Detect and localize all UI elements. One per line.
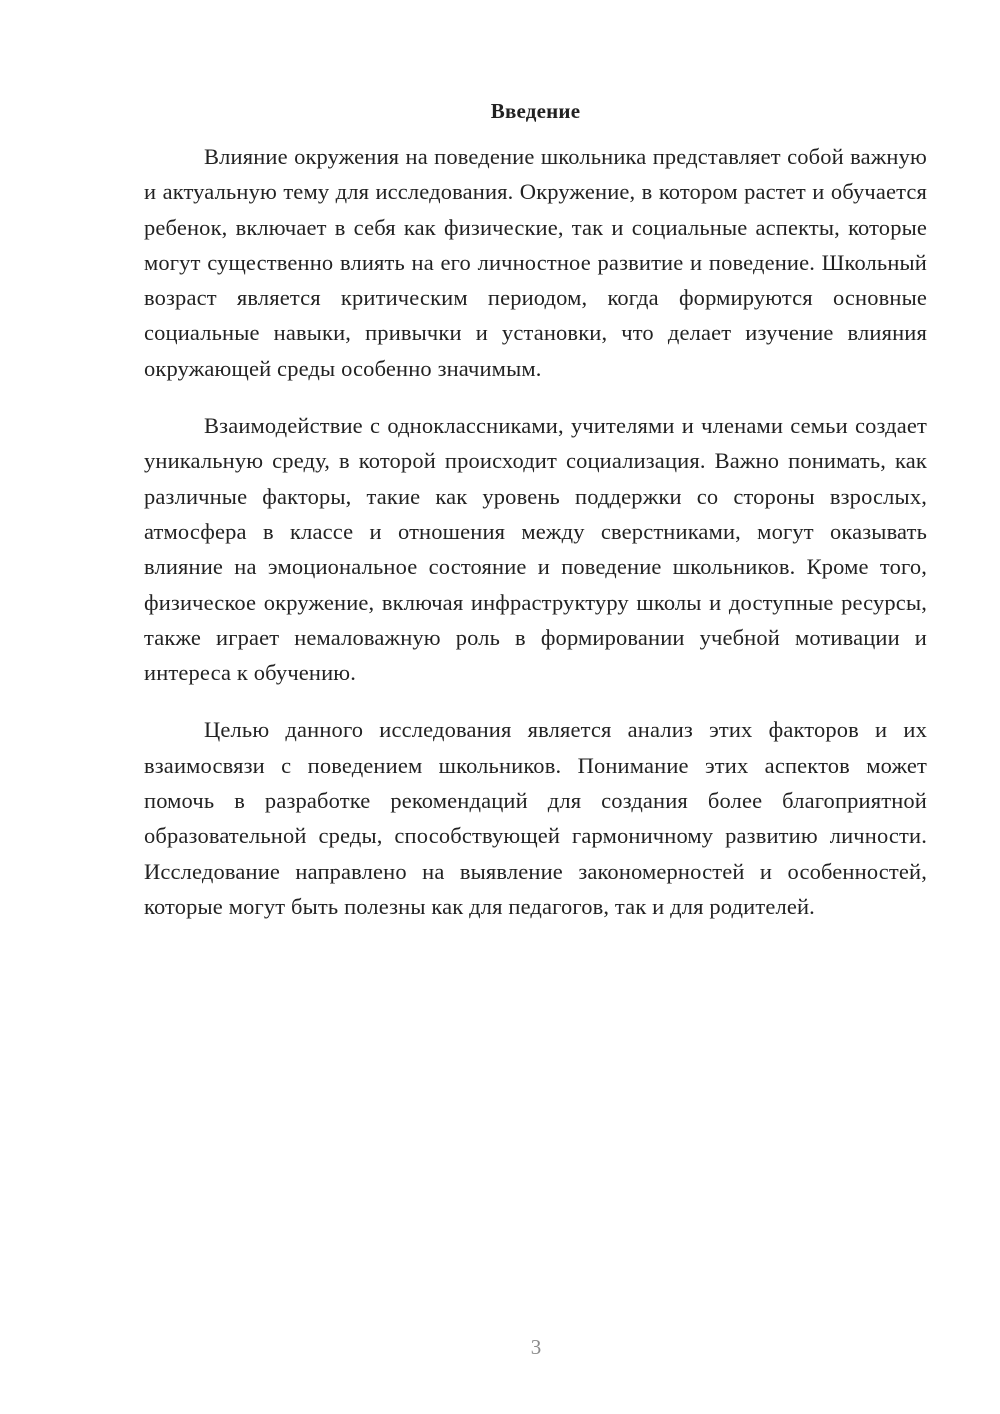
paragraph-3: Целью данного исследования является анализ этих факторов и их взаимосвязи с поведением школьников. Понимание этих аспектов может помочь в разработке рекомендаций для создания более благоприятной образовательной среды, способствующей гармоничному развитию личности. Исследование направлено на выявление закономерностей и особенностей, которые могут быть полезны как для педагогов, так и для родителей. bbox=[144, 717, 927, 919]
page-number: 3 bbox=[530, 1335, 542, 1359]
paragraph-1: Влияние окружения на поведение школьника представляет собой важную и актуальную тему для исследования. Окружение, в котором растет и обучается ребенок, включает в себя как физические, так и социальные аспекты, которые могут существенно влиять на его личностное развитие и поведение. Школьный возраст является критическим периодом, когда формируются основные социальные навыки, привычки и установки, что делает изучение влияния окружающей среды особенно значимым. bbox=[144, 144, 927, 381]
section-title: Введение bbox=[490, 99, 581, 123]
page-content bbox=[144, 96, 927, 946]
paragraph-2: Взаимодействие с одноклассниками, учителями и членами семьи создает уникальную среду, в которой происходит социализация. Важно понимать, как различные факторы, такие как уровень поддержки со стороны взрослых, атмосфера в классе и отношения между сверстниками, могут оказывать влияние на эмоциональное состояние и поведение школьников. Кроме того, физическое окружение, включая инфраструктуру школы и доступные ресурсы, также играет немаловажную роль в формировании учебной мотивации и интереса к обучению. bbox=[144, 413, 927, 686]
